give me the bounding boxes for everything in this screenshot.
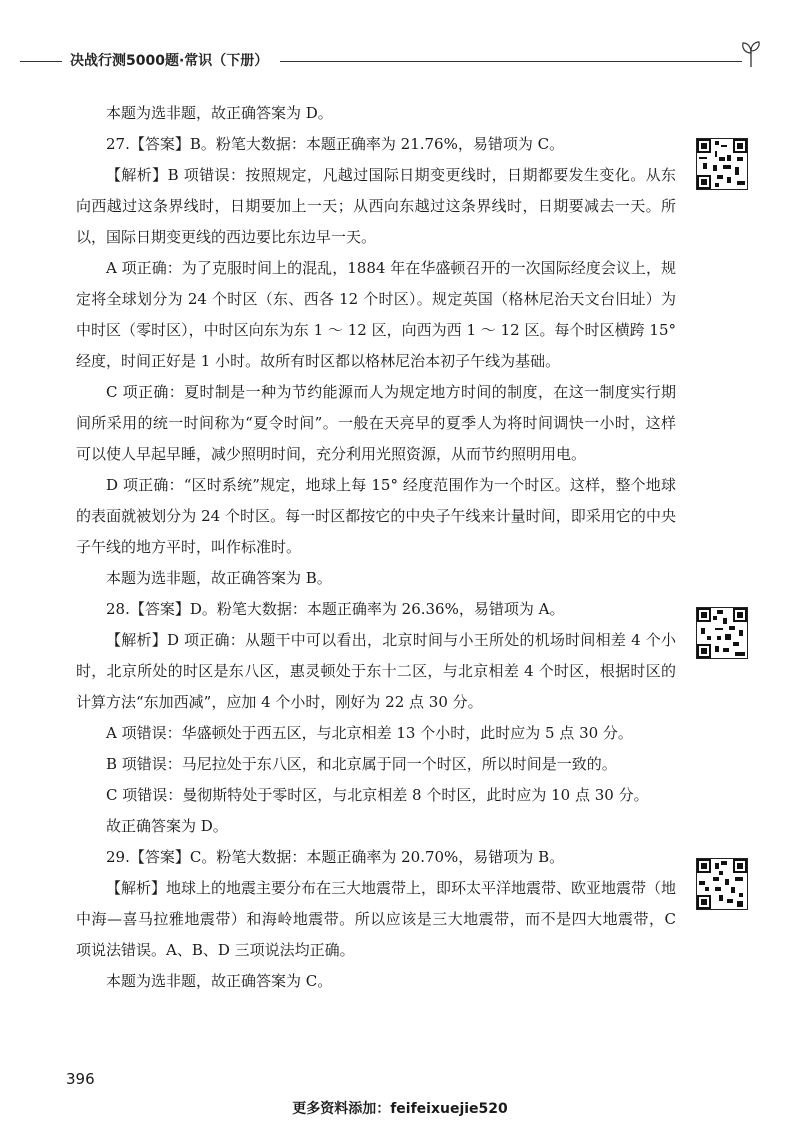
conclusion-27: 本题为选非题，故正确答案为 B。 (106, 569, 332, 587)
conclusion-29: 本题为选非题，故正确答案为 C。 (106, 972, 333, 990)
option-c-28: C 项错误：曼彻斯特处于零时区，与北京相差 8 个时区，此时应为 10 点 30 分。 (106, 786, 649, 804)
page-header (20, 48, 760, 74)
page-number: 396 (66, 1070, 95, 1088)
header-rule-left (20, 61, 62, 62)
conclusion-28: 故正确答案为 D。 (106, 817, 228, 835)
qr-code-icon[interactable] (696, 607, 748, 659)
option-d-27: D 项正确：“区时系统”规定，地球上每 15° 经度范围作为一个时区。这样，整个地球的表面就被划分为 24 个时区。每一时区都按它的中央子午线来计量时间，即采用它的中央子午线的地方平时，叫作标准时。 (76, 476, 676, 556)
answer-27: 27.【答案】B。粉笔大数据：本题正确率为 21.76%，易错项为 C。 (106, 135, 565, 153)
analysis-29: 【解析】地球上的地震主要分布在三大地震带上，即环太平洋地震带、欧亚地震带（地中海—喜马拉雅地震带）和海岭地震带。所以应该是三大地震带，而不是四大地震带，C 项说法错误。A、B、D 三项说法均正确。 (76, 879, 677, 959)
analysis-28: 【解析】D 项正确：从题干中可以看出，北京时间与小王所处的机场时间相差 4 个小时，北京所处的时区是东八区，惠灵顿处于东十二区，与北京相差 4 个时区，根据时区的计算方法“东加西减”，应加 4 个小时，刚好为 22 点 30 分。 (76, 631, 676, 711)
option-a-27: A 项正确：为了克服时间上的混乱，1884 年在华盛顿召开的一次国际经度会议上，规定将全球划分为 24 个时区（东、西各 12 个时区）。规定英国（格林尼治天文台旧址）为中时区（零时区），中时区向东为东 1 ～ 12 区，向西为西 1 ～ 12 区。每个时区横跨 15°经度，时间正好是 1 小时。故所有时区都以格林尼治本初子午线为基础。 (76, 259, 676, 370)
option-b-28: B 项错误：马尼拉处于东八区，和北京属于同一个时区，所以时间是一致的。 (106, 755, 617, 773)
qr-code-icon[interactable] (696, 858, 748, 910)
analysis-27: 【解析】B 项错误：按照规定，凡越过国际日期变更线时，日期都要发生变化。从东向西越过这条界线时，日期要加上一天；从西向东越过这条界线时，日期要减去一天。所以，国际日期变更线的西边要比东边早一天。 (76, 166, 676, 246)
option-c-27: C 项正确：夏时制是一种为节约能源而人为规定地方时间的制度，在这一制度实行期间所采用的统一时间称为“夏令时间”。一般在天亮早的夏季人为将时间调快一小时，这样可以使人早起早睡，减少照明时间，充分利用光照资源，从而节约照明用电。 (76, 383, 676, 463)
answer-content (76, 98, 676, 997)
qr-code-icon[interactable] (696, 138, 748, 190)
header-title: 决战行测5000题·常识（下册） (70, 53, 269, 69)
header-rule-right (280, 61, 742, 62)
option-a-28: A 项错误：华盛顿处于西五区，与北京相差 13 个小时，此时应为 5 点 30 分。 (106, 724, 633, 742)
paragraph: 本题为选非题，故正确答案为 D。 (106, 104, 333, 122)
answer-28: 28.【答案】D。粉笔大数据：本题正确率为 26.36%，易错项为 A。 (106, 600, 565, 618)
sprout-icon (740, 40, 762, 68)
footer-note: 更多资料添加：feifeixuejie520 (292, 1101, 508, 1117)
answer-29: 29.【答案】C。粉笔大数据：本题正确率为 20.70%，易错项为 B。 (106, 848, 565, 866)
